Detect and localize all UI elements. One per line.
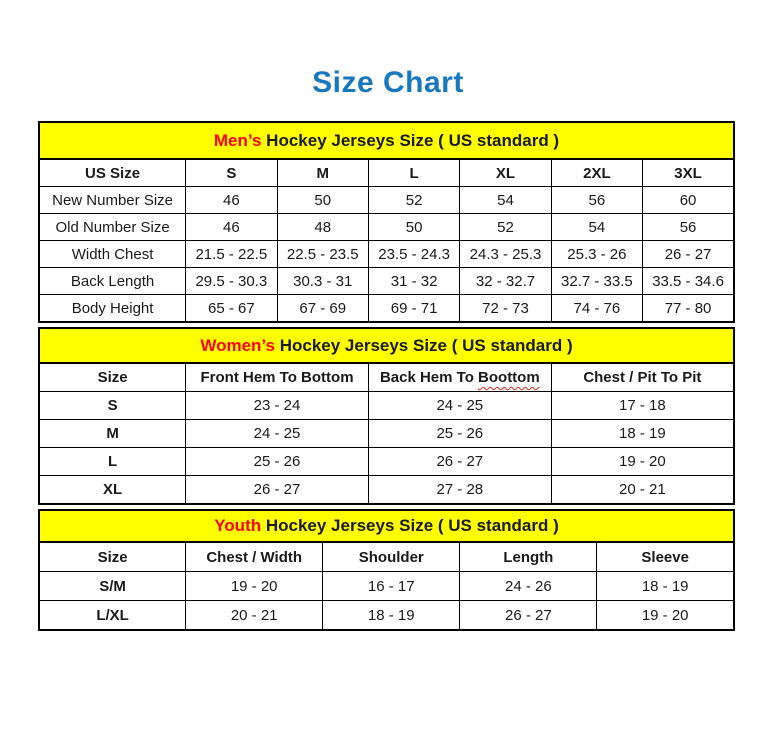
mens-banner-accent: Men’s bbox=[213, 130, 262, 150]
table-cell: 26 - 27 bbox=[643, 241, 734, 268]
table-cell: 74 - 76 bbox=[551, 295, 642, 323]
womens-header-row bbox=[39, 363, 734, 392]
table-cell: 72 - 73 bbox=[460, 295, 551, 323]
table-row bbox=[39, 241, 734, 268]
row-label: L bbox=[39, 448, 186, 476]
youth-banner-text: Hockey Jerseys Size ( US standard ) bbox=[265, 516, 559, 535]
youth-banner-accent: Youth bbox=[214, 516, 262, 535]
row-label: S/M bbox=[39, 572, 186, 601]
column-header bbox=[368, 363, 551, 392]
mens-banner-text: Hockey Jerseys Size ( US standard ) bbox=[266, 130, 560, 150]
table-row bbox=[39, 601, 734, 631]
table-cell: 19 - 20 bbox=[551, 448, 734, 476]
womens-banner-accent: Women’s bbox=[200, 335, 275, 355]
table-row bbox=[39, 392, 734, 420]
table-cell: 56 bbox=[643, 214, 734, 241]
row-label: L/XL bbox=[39, 601, 186, 631]
table-row bbox=[39, 295, 734, 323]
table-cell: 32 - 32.7 bbox=[460, 268, 551, 295]
table-cell: 25 - 26 bbox=[186, 448, 369, 476]
table-row bbox=[39, 187, 734, 214]
mens-size-table bbox=[38, 121, 735, 323]
table-cell: 16 - 17 bbox=[323, 572, 460, 601]
mens-section-banner bbox=[39, 122, 734, 159]
table-cell: 52 bbox=[460, 214, 551, 241]
table-cell: 17 - 18 bbox=[551, 392, 734, 420]
column-header: Front Hem To Bottom bbox=[186, 363, 369, 392]
table-cell: 56 bbox=[551, 187, 642, 214]
back-hem-label: Back Hem To bbox=[379, 369, 474, 386]
table-cell: 18 - 19 bbox=[597, 572, 734, 601]
table-cell: 26 - 27 bbox=[460, 601, 597, 631]
womens-banner-text: Hockey Jerseys Size ( US standard ) bbox=[279, 335, 573, 355]
column-header: M bbox=[277, 159, 368, 187]
table-cell: 18 - 19 bbox=[551, 420, 734, 448]
table-cell: 18 - 19 bbox=[323, 601, 460, 631]
row-label: Back Length bbox=[39, 268, 186, 295]
column-header: Shoulder bbox=[323, 542, 460, 572]
misspelled-word: Boottom bbox=[478, 369, 540, 386]
table-cell: 48 bbox=[277, 214, 368, 241]
table-cell: 54 bbox=[460, 187, 551, 214]
table-row bbox=[39, 420, 734, 448]
table-row bbox=[39, 572, 734, 601]
table-cell: 24 - 25 bbox=[186, 420, 369, 448]
table-cell: 23.5 - 24.3 bbox=[368, 241, 459, 268]
womens-banner-row bbox=[39, 328, 734, 363]
table-cell: 20 - 21 bbox=[551, 476, 734, 505]
column-header: L bbox=[368, 159, 459, 187]
table-cell: 19 - 20 bbox=[597, 601, 734, 631]
row-label: Old Number Size bbox=[39, 214, 186, 241]
column-header: S bbox=[186, 159, 277, 187]
page-title: Size Chart bbox=[312, 66, 464, 99]
table-row bbox=[39, 448, 734, 476]
mens-banner-row bbox=[39, 122, 734, 159]
row-label: Width Chest bbox=[39, 241, 186, 268]
column-header: US Size bbox=[39, 159, 186, 187]
youth-header-row bbox=[39, 542, 734, 572]
table-cell: 23 - 24 bbox=[186, 392, 369, 420]
table-cell: 33.5 - 34.6 bbox=[643, 268, 734, 295]
table-cell: 24.3 - 25.3 bbox=[460, 241, 551, 268]
column-header: Size bbox=[39, 363, 186, 392]
mens-header-row bbox=[39, 159, 734, 187]
table-cell: 50 bbox=[277, 187, 368, 214]
column-header: Sleeve bbox=[597, 542, 734, 572]
column-header: XL bbox=[460, 159, 551, 187]
row-label: XL bbox=[39, 476, 186, 505]
row-label: Body Height bbox=[39, 295, 186, 323]
table-cell: 54 bbox=[551, 214, 642, 241]
table-cell: 25 - 26 bbox=[368, 420, 551, 448]
table-cell: 52 bbox=[368, 187, 459, 214]
table-cell: 26 - 27 bbox=[186, 476, 369, 505]
table-cell: 24 - 25 bbox=[368, 392, 551, 420]
youth-banner-row bbox=[39, 510, 734, 542]
column-header: 2XL bbox=[551, 159, 642, 187]
column-header: Chest / Pit To Pit bbox=[551, 363, 734, 392]
table-cell: 50 bbox=[368, 214, 459, 241]
table-cell: 60 bbox=[643, 187, 734, 214]
column-header: Chest / Width bbox=[186, 542, 323, 572]
table-cell: 69 - 71 bbox=[368, 295, 459, 323]
table-row bbox=[39, 476, 734, 505]
table-cell: 21.5 - 22.5 bbox=[186, 241, 277, 268]
table-cell: 26 - 27 bbox=[368, 448, 551, 476]
row-label: M bbox=[39, 420, 186, 448]
row-label: S bbox=[39, 392, 186, 420]
table-cell: 25.3 - 26 bbox=[551, 241, 642, 268]
table-cell: 77 - 80 bbox=[643, 295, 734, 323]
column-header: Length bbox=[460, 542, 597, 572]
table-cell: 20 - 21 bbox=[186, 601, 323, 631]
table-row bbox=[39, 268, 734, 295]
table-cell: 67 - 69 bbox=[277, 295, 368, 323]
womens-size-table bbox=[38, 327, 735, 505]
table-cell: 19 - 20 bbox=[186, 572, 323, 601]
table-cell: 46 bbox=[186, 187, 277, 214]
column-header: Size bbox=[39, 542, 186, 572]
table-cell: 46 bbox=[186, 214, 277, 241]
womens-section-banner bbox=[39, 328, 734, 363]
row-label: New Number Size bbox=[39, 187, 186, 214]
table-cell: 30.3 - 31 bbox=[277, 268, 368, 295]
table-row bbox=[39, 214, 734, 241]
table-cell: 22.5 - 23.5 bbox=[277, 241, 368, 268]
youth-size-table bbox=[38, 509, 735, 631]
table-cell: 29.5 - 30.3 bbox=[186, 268, 277, 295]
table-cell: 31 - 32 bbox=[368, 268, 459, 295]
column-header: 3XL bbox=[643, 159, 734, 187]
table-cell: 27 - 28 bbox=[368, 476, 551, 505]
youth-section-banner bbox=[39, 510, 734, 542]
table-cell: 65 - 67 bbox=[186, 295, 277, 323]
table-cell: 32.7 - 33.5 bbox=[551, 268, 642, 295]
table-cell: 24 - 26 bbox=[460, 572, 597, 601]
